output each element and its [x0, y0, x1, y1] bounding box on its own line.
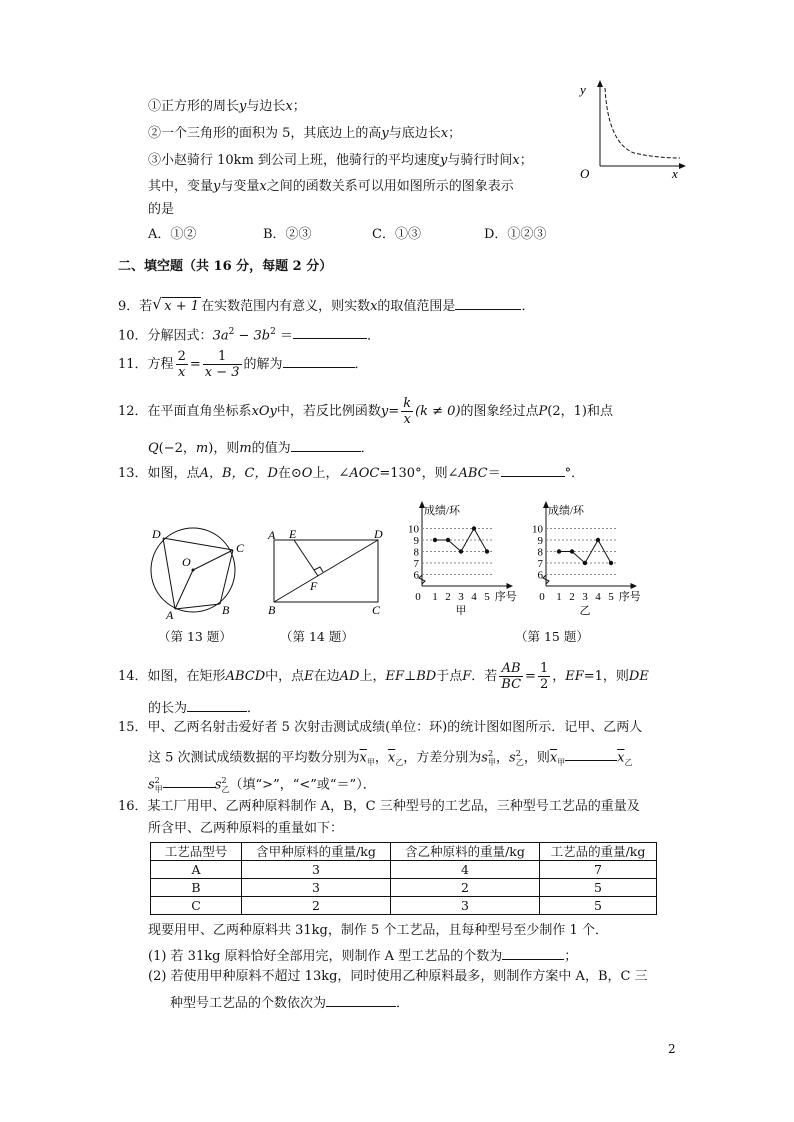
fig14-label-a: A	[268, 528, 276, 542]
table-row	[151, 897, 657, 915]
figure-14-caption: （第 14 题）	[280, 629, 354, 644]
q8-choice-b: B．②③	[263, 227, 312, 242]
x-axis-label: 序号	[494, 591, 517, 603]
q8-choice-d: D．①②③	[484, 227, 547, 242]
question-13: 13．如图，点A，B，C，D在⊙O上，∠AOC=130°，则∠ABC＝ °．	[118, 462, 584, 483]
table-cell: 3	[391, 897, 540, 915]
fig13-label-a: A	[166, 608, 174, 620]
question-11: 11．方程 $\frac{2}{x}$ = $\frac{1}{x - 3}$ 的解为 ．	[118, 349, 368, 380]
q8-inverse-graph	[572, 78, 692, 182]
y-tick-label: 10	[408, 523, 419, 536]
x-tick-label: 5	[484, 591, 490, 603]
q11-answer-blank[interactable]	[283, 353, 355, 368]
question-16-line-1: 16．某工厂用甲、乙两种原料制作 A，B，C 三种型号的工艺品，三种型号工艺品的重量及	[118, 799, 640, 814]
series-label: 乙	[579, 605, 591, 617]
fig13-label-o: O	[182, 555, 191, 569]
data-point	[596, 538, 600, 542]
fig13-label-b: B	[222, 603, 230, 617]
table-header-row	[151, 843, 657, 861]
y-axis-label: 成绩/环	[424, 505, 461, 517]
question-15-line-2: 这 5 次测试成绩数据的平均数分别为$\overline{x}_甲$，$\overline{x}_乙$，方差分别为$s^2_甲$，$s^2_乙$，则$\overline{x}_甲$ $\overline{x}_乙$	[148, 745, 633, 772]
series-label: 甲	[455, 605, 467, 617]
data-point	[472, 526, 476, 530]
data-point	[570, 549, 574, 553]
data-point	[459, 549, 463, 553]
question-16-line-2: 所含甲、乙两种原料的重量如下：	[148, 821, 344, 836]
table-cell: 3	[242, 861, 391, 879]
table-cell: A	[151, 861, 242, 879]
q8-graph-origin: O	[580, 166, 590, 181]
x-tick-label: 2	[569, 591, 575, 603]
y-tick-label: 8	[413, 546, 419, 559]
question-16-sub-1: (1) 若 31kg 原料恰好全部用完，则制作 A 型工艺品的个数为 ；	[148, 945, 577, 966]
table-cell: 3	[242, 879, 391, 897]
section-2-title: 二、填空题（共 16 分，每题 2 分）	[118, 259, 333, 274]
y-tick-label: 7	[413, 558, 419, 570]
q16-sub1-blank[interactable]	[502, 945, 564, 960]
data-point	[557, 549, 561, 553]
x-tick-label: 1	[556, 591, 562, 603]
data-point	[433, 538, 437, 542]
table-header: 含乙种原料的重量/kg	[391, 843, 540, 861]
y-tick-label: 10	[532, 523, 543, 536]
fig14-label-f: F	[310, 579, 318, 593]
x-axis-arrow	[507, 583, 514, 589]
page-number: 2	[668, 1042, 676, 1056]
x-tick-label: 0	[539, 591, 545, 603]
table-row	[151, 879, 657, 897]
question-14-line-2: 的长为 ．	[148, 697, 260, 718]
q8-option-2: ②一个三角形的面积为 5，其底边上的高y与底边长x；	[148, 126, 462, 141]
table-cell: 4	[391, 861, 540, 879]
table-cell: 5	[540, 897, 657, 915]
q13-answer-blank[interactable]	[501, 462, 565, 477]
data-point	[609, 561, 613, 565]
table-cell: 5	[540, 879, 657, 897]
figure-15-chart-jia	[404, 498, 532, 628]
table-cell: 7	[540, 861, 657, 879]
q12-fraction: $\frac{k}{x}$	[403, 396, 412, 427]
q11-fraction-2: $\frac{1}{x - 3}$	[204, 349, 240, 380]
question-15-line-1: 15．甲、乙两名射击爱好者 5 次射击测试成绩(单位：环)的统计图如图所示．记甲、乙两人	[118, 720, 643, 735]
y-axis-label: 成绩/环	[548, 505, 585, 517]
question-16-sub-2: (2) 若使用甲种原料不超过 13kg，同时使用乙种原料最多，则制作方案中 A，B，C 三	[148, 969, 648, 984]
table-row	[151, 861, 657, 879]
q11-fraction-1: $\frac{2}{x}$	[177, 349, 186, 380]
q12-answer-blank[interactable]	[291, 437, 361, 452]
data-point	[446, 538, 450, 542]
q8-stem-2: 的是	[148, 202, 175, 217]
table-cell: 2	[391, 879, 540, 897]
question-9: 9．若 √ x + 1 在实数范围内有意义，则实数x的取值范围是 ．	[118, 295, 535, 314]
data-point	[485, 549, 489, 553]
figure-15-chart-yi	[528, 498, 656, 628]
y-tick-label: 9	[537, 535, 543, 547]
q14-fraction-2: $\frac{1}{2}$	[539, 661, 549, 692]
figure-13-caption: （第 13 题）	[158, 629, 232, 644]
question-12-line-2: Q(−2，m)，则m的值为 ．	[148, 437, 374, 458]
fig13-label-c: C	[236, 541, 245, 555]
x-tick-label: 5	[608, 591, 614, 603]
q8-choice-c: C．①③	[372, 227, 421, 242]
q8-choice-a: A．①②	[148, 227, 197, 242]
x-axis-arrow	[631, 583, 638, 589]
table-header: 含甲种原料的重量/kg	[242, 843, 391, 861]
table-header: 工艺品型号	[151, 843, 242, 861]
fig14-label-c: C	[372, 603, 381, 616]
table-header: 工艺品的重量/kg	[540, 843, 657, 861]
q8-stem: 其中，变量y与变量x之间的函数关系可以用如图所示的图象表示	[148, 179, 514, 194]
q16-table	[150, 842, 657, 915]
fig14-label-b: B	[268, 603, 276, 616]
y-tick-label: 8	[537, 546, 543, 559]
table-cell: 2	[242, 897, 391, 915]
question-16-sub-2-line-2: 种型号工艺品的个数依次为 ．	[170, 992, 409, 1013]
question-15-line-3: $s^2_甲$ $s^2_乙$（填“>”，“<”或“＝”）．	[148, 772, 376, 799]
figure-14-rectangle	[262, 526, 392, 616]
x-tick-label: 1	[432, 591, 438, 603]
fig13-label-d: D	[152, 527, 161, 541]
table-cell: C	[151, 897, 242, 915]
q15-variance-blank[interactable]	[163, 773, 215, 788]
figure-13-circle	[140, 520, 250, 620]
q14-answer-blank[interactable]	[187, 697, 247, 712]
fig14-label-d: D	[374, 527, 383, 541]
y-tick-label: 6	[537, 569, 543, 582]
q8-option-3: ③小赵骑行 10km 到公司上班，他骑行的平均速度y与骑行时间x；	[148, 153, 533, 168]
figure-15-caption: （第 15 题）	[515, 629, 589, 644]
q10-answer-blank[interactable]	[293, 324, 367, 339]
x-tick-label: 4	[595, 591, 601, 603]
q8-graph-x-label: x	[672, 166, 678, 181]
fig14-label-e: E	[289, 527, 297, 541]
x-axis-label: 序号	[618, 591, 641, 603]
question-10: 10．分解因式：$3a^2 - 3b^2$ ＝ ．	[118, 323, 380, 345]
x-tick-label: 0	[415, 591, 421, 603]
x-tick-label: 3	[458, 591, 464, 603]
q9-answer-blank[interactable]	[455, 295, 521, 310]
question-16-line-3: 现要用甲、乙两种原料共 31kg，制作 5 个工艺品，且每种型号至少制作 1 个．	[148, 923, 608, 938]
q14-fraction-1: $\frac{AB}{BC}$	[501, 661, 522, 692]
question-12-line-1: 12．在平面直角坐标系xOy中，若反比例函数y= $\frac{k}{x}$ (k ≠ 0)的图象经过点P(2，1)和点	[118, 396, 613, 427]
q9-radical: √ x + 1	[152, 295, 200, 314]
data-point	[583, 561, 587, 565]
q8-graph-y-label: y	[580, 82, 586, 97]
y-tick-label: 6	[413, 569, 419, 582]
table-cell: B	[151, 879, 242, 897]
q16-sub2-blank[interactable]	[326, 992, 396, 1007]
q8-option-1: ①正方形的周长y与边长x；	[148, 99, 306, 114]
question-14-line-1: 14．如图，在矩形ABCD中，点E在边AD上，EF⊥BD于点F．若 $\frac{AB}{BC}$ = $\frac{1}{2}$ ，EF=1，则DE	[118, 661, 649, 692]
x-tick-label: 3	[582, 591, 588, 603]
q15-mean-blank[interactable]	[565, 746, 617, 761]
y-tick-label: 7	[537, 558, 543, 570]
x-tick-label: 2	[445, 591, 451, 603]
x-tick-label: 4	[471, 591, 477, 603]
y-tick-label: 9	[413, 535, 419, 547]
